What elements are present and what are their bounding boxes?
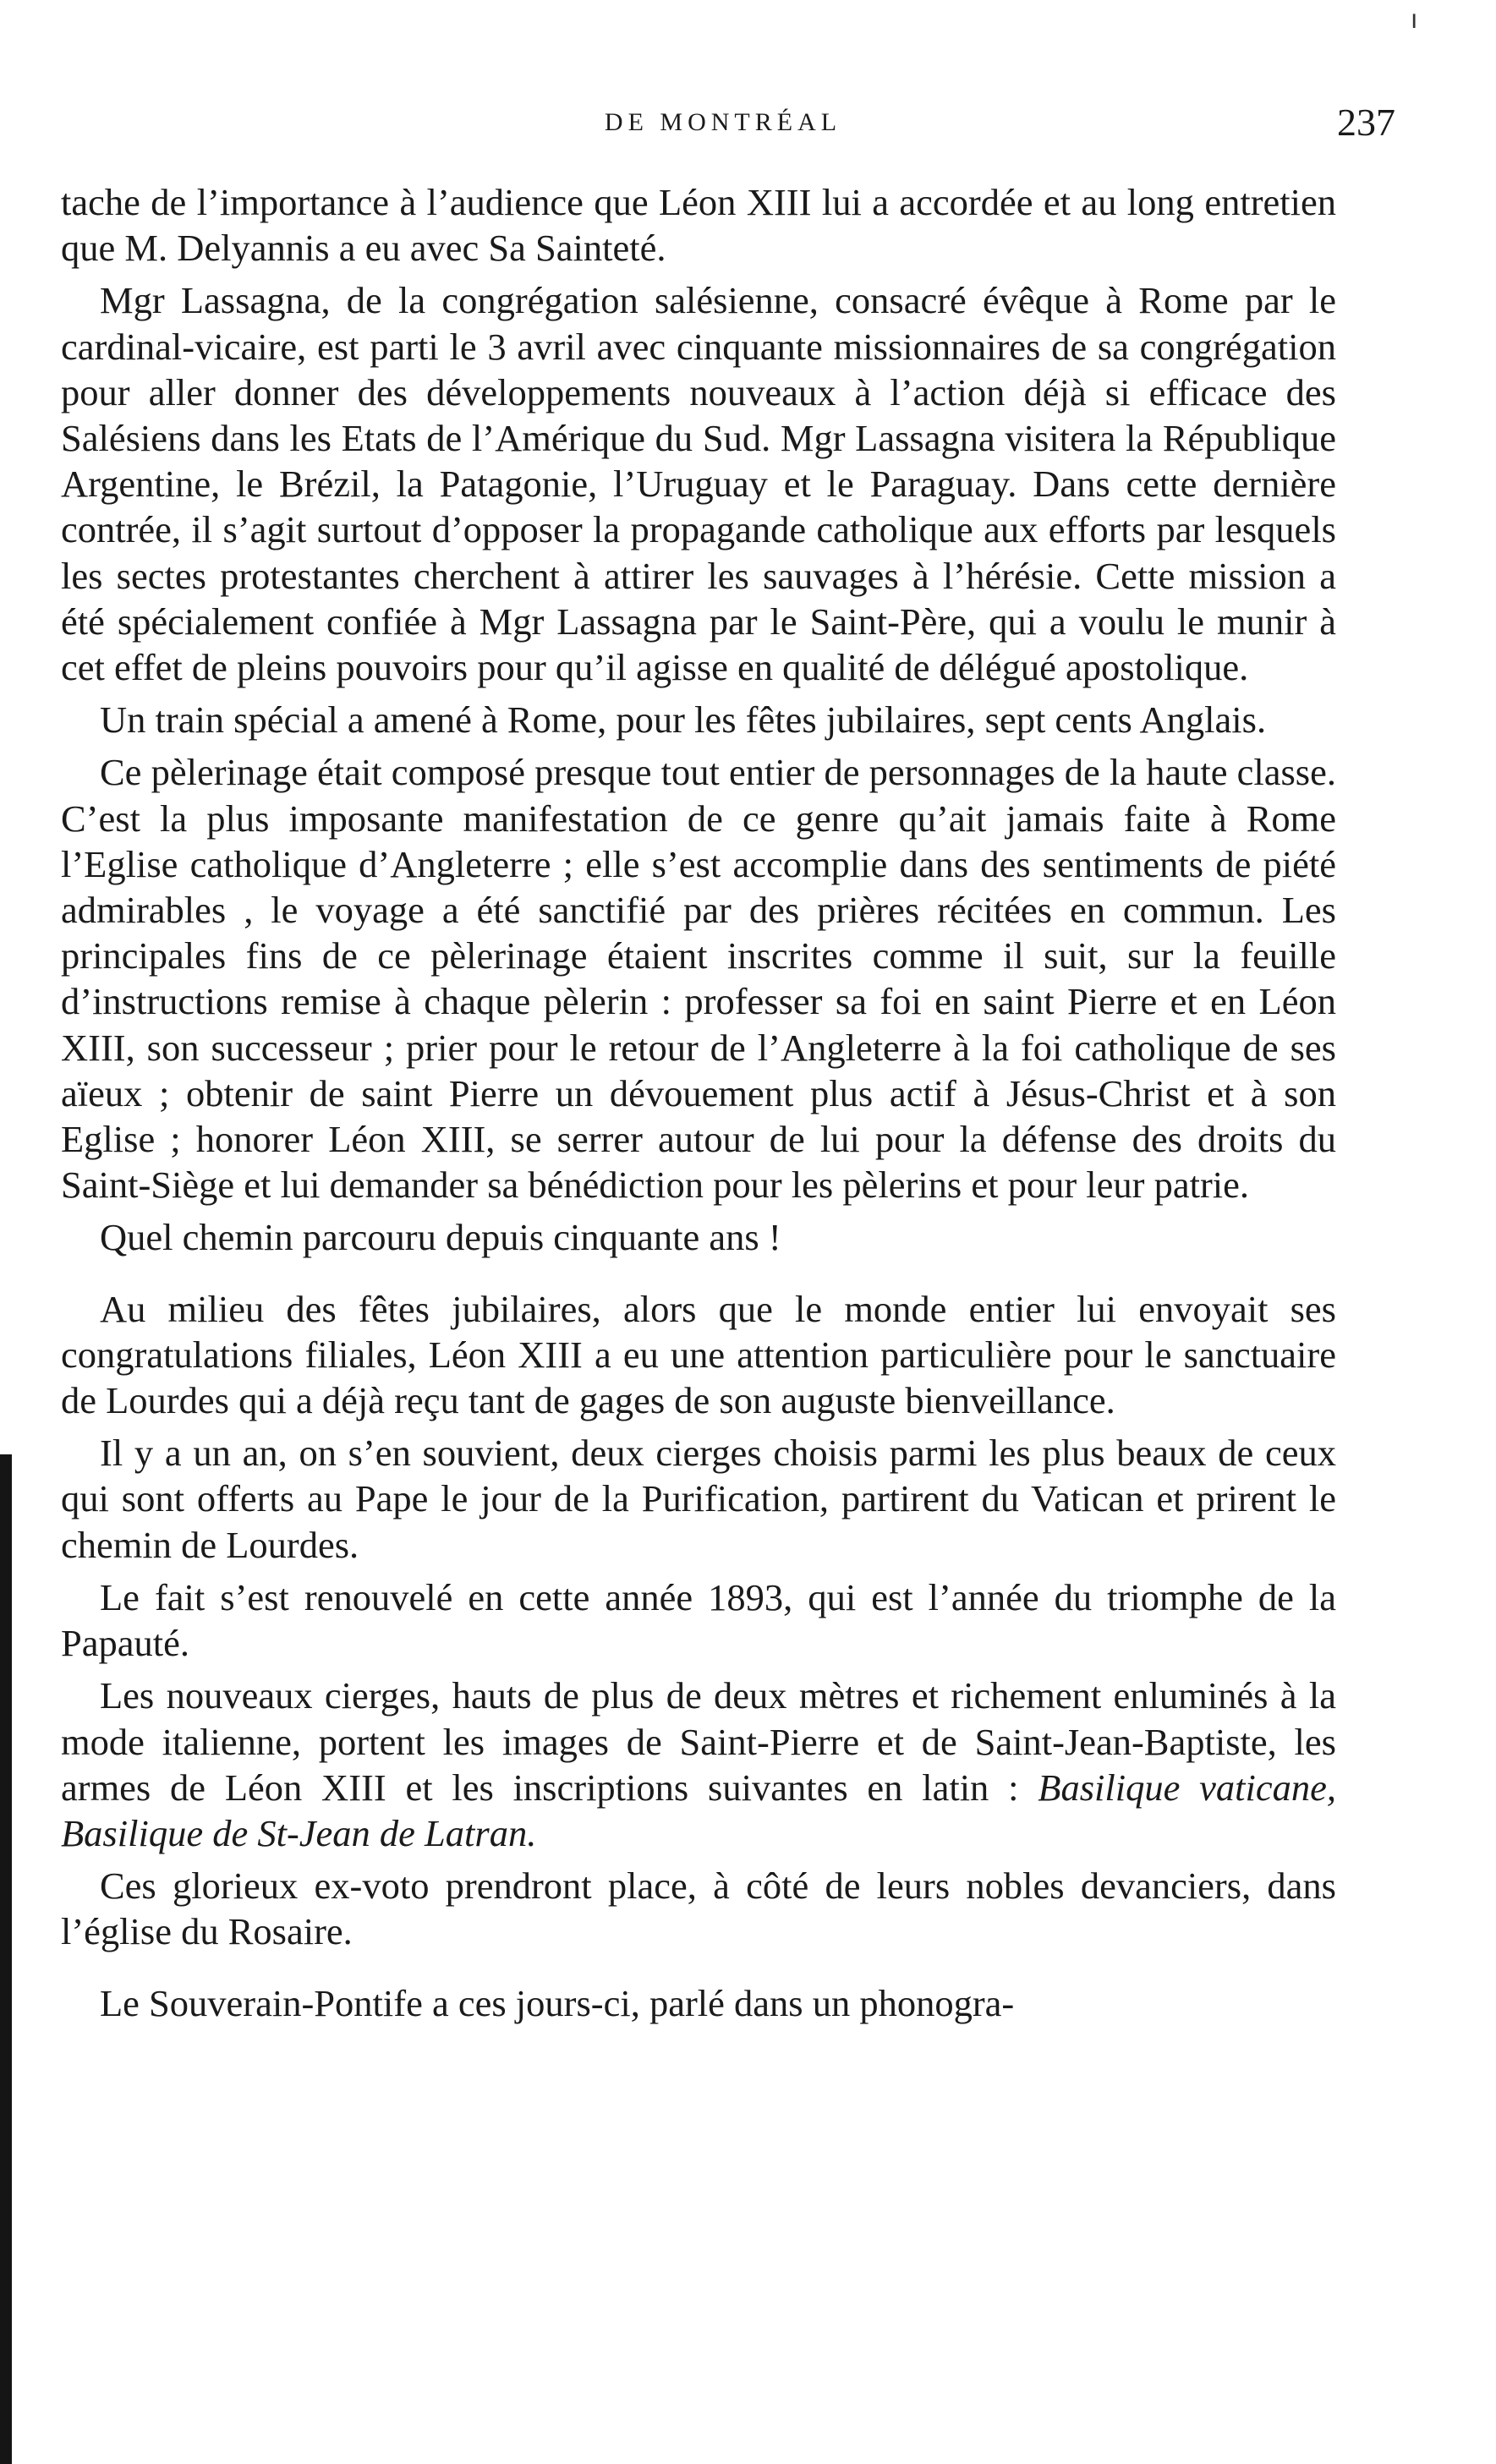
paragraph-gap [61,1962,1336,1980]
scan-binding-edge [0,1454,12,2464]
body-text [61,179,1336,2033]
paragraph: Le Souverain-Pontife a ces jours-ci, parlé dans un phonogra- [100,1981,1015,2024]
paragraph: Ces glorieux ex-voto prendront place, à côté de leurs nobles devanciers, dans l’église du Rosaire. [61,1864,1336,1953]
paragraph: Au milieu des fêtes jubilaires, alors que le monde entier lui envoyait ses congratulations filiales, Léon XIII a eu une attention particulière pour le sanctuaire de Lourdes qui a déjà reçu tant de gages de son auguste bienveillance. [61,1287,1336,1422]
paragraph: tache de l’importance à l’audience que Léon XIII lui a accordée et au long entretien que M. Delyannis a eu avec Sa Sainteté. [61,181,1336,270]
page-header [51,100,1395,151]
paragraph: Mgr Lassagna, de la congrégation salésienne, consacré évêque à Rome par le cardinal-vicaire, est parti le 3 avril avec cinquante missionnaires de sa congrégation pour aller donner des développements nouveaux à l’action déjà si efficace des Salésiens dans les Etats de l’Amérique du Sud. Mgr Lassagna visitera la République Argentine, le Brézil, la Patagonie, l’Uruguay et le Paraguay. Dans cette dernière contrée, il s’agit surtout d’opposer la propagande catholique aux efforts par lesquels les sectes protestantes cherchent à attirer les sauvages à l’hérésie. Cette mission a été spécialement confiée à Mgr Lassagna par le Saint-Père, qui a voulu le munir à cet effet de pleins pouvoirs pour qu’il agisse en qualité de délégué apostolique. [61,279,1336,689]
paragraph: Un train spécial a amené à Rome, pour les fêtes jubilaires, sept cents Anglais. [100,698,1267,742]
latin-inscriptions: Basilique vaticane, Basilique de St-Jean de Latran. [61,1766,1337,1854]
scan-speck: ı [1411,5,1418,35]
page-number: 237 [1337,101,1395,144]
paragraph: Ce pèlerinage était composé presque tout entier de personnages de la haute classe. C’est la plus imposante manifestation de ce genre qu’ait jamais faite à Rome l’Eglise catholique d’Angleterre ; elle s’est accomplie dans des sentiments de piété admirables , le voyage a été sanctifié par des prières récitées en commun. Les principales fins de ce pèlerinage étaient inscrites comme il suit, sur la feuille d’instructions remise à chaque pèlerin : professer sa foi en saint Pierre et en Léon XIII, son successeur ; prier pour le retour de l’Angleterre à la foi catholique de ses aïeux ; obtenir de saint Pierre un dévouement plus actif à Jésus-Christ et à son Eglise ; honorer Léon XIII, se serrer autour de lui pour la défense des droits du Saint-Siège et lui demander sa bénédiction pour les pèlerins et pour leur patrie. [61,751,1336,1207]
paragraph: Quel chemin parcouru depuis cinquante ans ! [100,1216,781,1259]
paragraph [61,1673,1336,1856]
paragraph-gap [61,1268,1336,1286]
paragraph-text: Les nouveaux cierges, hauts de plus de deux mètres et richement enluminés à la mode italienne, portent les images de Saint-Pierre et de Saint-Jean-Baptiste, les armes de Léon XIII et les inscriptions suivantes en latin : [61,1674,1336,1809]
paragraph: Le fait s’est renouvelé en cette année 1893, qui est l’année du triomphe de la Papauté. [61,1575,1336,1665]
running-head: DE MONTRÉAL [604,108,842,136]
paragraph: Il y a un an, on s’en souvient, deux cierges choisis parmi les plus beaux de ceux qui sont offerts au Pape le jour de la Purification, partirent du Vatican et prirent le chemin de Lourdes. [61,1432,1336,1566]
